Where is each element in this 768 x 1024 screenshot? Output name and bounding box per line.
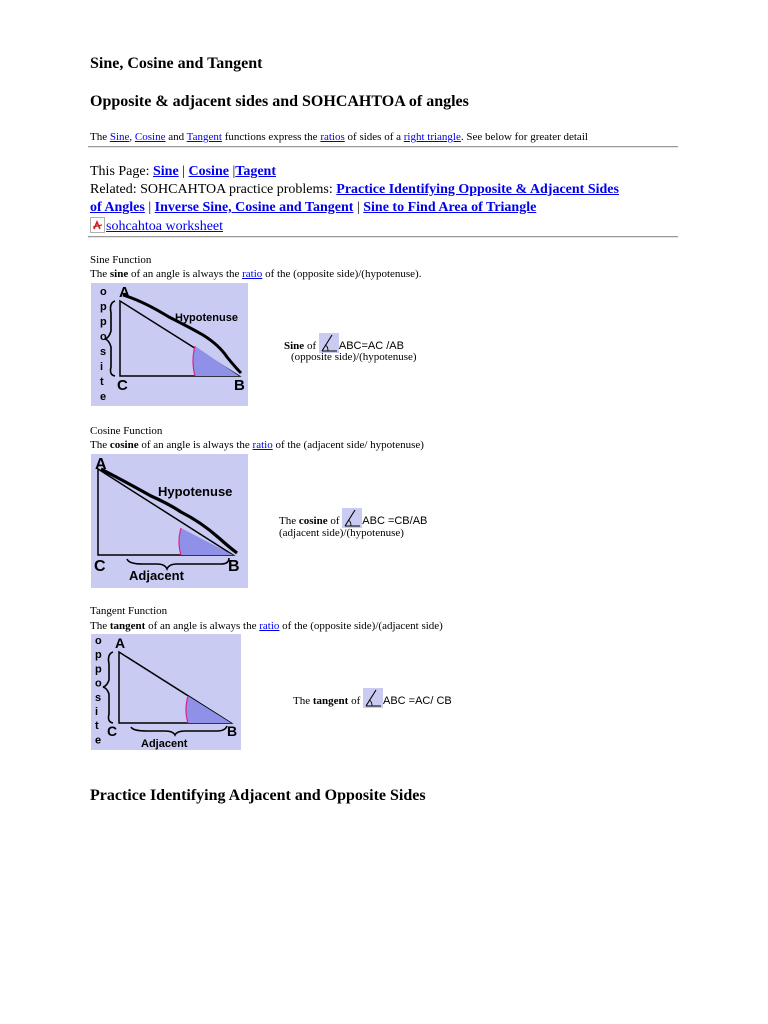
page-title: Sine, Cosine and Tangent — [90, 55, 263, 72]
intro-text: . See below for greater detail — [460, 131, 588, 143]
separator: | — [353, 200, 364, 215]
link-ratio[interactable]: ratio — [252, 439, 273, 451]
vertex-b-label: B — [228, 558, 240, 575]
formula-value: ABC =AC/ CB — [382, 695, 452, 707]
sine-formula — [284, 333, 404, 353]
opposite-letter: p — [100, 316, 107, 328]
opposite-letter: o — [95, 677, 102, 690]
intro-text: The — [90, 131, 110, 143]
related-line-2 — [90, 199, 690, 217]
angle-icon — [319, 333, 339, 353]
opposite-letter: o — [100, 286, 107, 298]
desc-text: of an angle is always the — [128, 268, 243, 280]
tangent-description — [90, 620, 443, 632]
practice-heading: Practice Identifying Adjacent and Opposite Sides — [90, 787, 426, 804]
nav-link-cosine[interactable]: Cosine — [188, 164, 229, 179]
formula-text: of — [304, 340, 319, 352]
desc-text: of an angle is always the — [138, 439, 253, 451]
opposite-letter: p — [95, 649, 102, 662]
tangent-heading: Tangent Function — [90, 605, 168, 617]
vertex-a-label: A — [119, 284, 130, 301]
formula-bold: tangent — [312, 695, 349, 707]
formula-bold: Sine — [284, 340, 305, 352]
cosine-formula-desc: (adjacent side)/(hypotenuse) — [279, 527, 404, 539]
intro-text: , — [129, 131, 135, 143]
vertex-c-label: C — [117, 377, 128, 394]
link-right-triangle[interactable]: right triangle — [403, 131, 461, 143]
desc-bold: cosine — [109, 439, 139, 451]
opposite-letter: o — [95, 635, 102, 647]
sine-triangle-image — [91, 283, 248, 406]
cosine-formula — [279, 508, 427, 528]
separator: | — [178, 164, 189, 179]
related-line — [90, 181, 690, 199]
hypotenuse-label: Hypotenuse — [158, 484, 233, 499]
nav-link-tangent[interactable]: Tagent — [235, 164, 276, 179]
vertex-b-label: B — [234, 377, 245, 394]
formula-text: of — [327, 515, 343, 527]
link-ratio[interactable]: ratio — [242, 268, 263, 280]
separator: | — [144, 200, 155, 215]
cosine-description — [90, 439, 424, 451]
opposite-letter: s — [95, 691, 102, 704]
formula-text: of — [348, 695, 363, 707]
opposite-letter: e — [100, 391, 107, 403]
worksheet-link[interactable]: sohcahtoa worksheet — [106, 219, 224, 234]
page-subtitle: Opposite & adjacent sides and SOHCAHTOA of angles — [90, 93, 469, 110]
angle-icon — [363, 688, 383, 708]
link-tangent[interactable]: Tangent — [186, 131, 222, 143]
desc-text: of the (opposite side)/(adjacent side) — [279, 620, 443, 632]
desc-bold: tangent — [109, 620, 146, 632]
opposite-letter: t — [100, 376, 104, 388]
sine-heading: Sine Function — [90, 254, 152, 266]
nav-link-sine[interactable]: Sine — [153, 164, 179, 179]
desc-bold: sine — [109, 268, 129, 280]
hypotenuse-label: Hypotenuse — [175, 312, 238, 324]
sine-formula-desc: (opposite side)/(hypotenuse) — [291, 351, 417, 363]
desc-text: of an angle is always the — [145, 620, 260, 632]
opposite-letter: t — [95, 720, 99, 733]
link-cosine[interactable]: Cosine — [134, 131, 166, 143]
tangent-diagram — [91, 634, 241, 750]
opposite-letter: p — [95, 663, 102, 676]
divider — [88, 236, 678, 238]
desc-text: The — [90, 439, 110, 451]
link-ratios[interactable]: ratios — [320, 131, 345, 143]
separator: | — [228, 164, 236, 179]
nav-block — [90, 163, 690, 236]
opposite-letter: i — [95, 706, 99, 718]
intro-text: functions express the — [221, 131, 321, 143]
vertex-c-label: C — [107, 723, 118, 739]
intro-paragraph — [90, 131, 588, 143]
opposite-letter: s — [100, 346, 107, 358]
formula-bold: cosine — [298, 515, 328, 527]
tangent-triangle-image — [91, 634, 241, 750]
formula-text: The — [293, 695, 313, 707]
angle-icon — [342, 508, 362, 528]
vertex-c-label: C — [94, 558, 106, 575]
related-link-inverse[interactable]: Inverse Sine, Cosine and Tangent — [154, 200, 354, 215]
this-page-label: This Page: — [90, 164, 153, 179]
opposite-letter: e — [95, 734, 102, 747]
adjacent-label: Adjacent — [129, 568, 184, 583]
link-sine[interactable]: Sine — [109, 131, 130, 143]
sine-description — [90, 268, 421, 280]
cosine-triangle-image — [91, 454, 248, 588]
opposite-letter: i — [100, 361, 104, 373]
desc-text: of the (adjacent side/ hypotenuse) — [272, 439, 424, 451]
desc-text: of the (opposite side)/(hypotenuse). — [262, 268, 422, 280]
related-link-area[interactable]: Sine to Find Area of Triangle — [363, 200, 537, 215]
formula-text: The — [279, 515, 299, 527]
vertex-a-label: A — [95, 456, 107, 473]
opposite-letter: p — [100, 301, 107, 313]
sine-diagram — [91, 283, 248, 406]
intro-text: and — [165, 131, 187, 143]
related-label: Related: SOHCAHTOA practice problems: — [90, 182, 337, 197]
related-link-practice-cont[interactable]: of Angles — [90, 200, 145, 215]
link-ratio[interactable]: ratio — [259, 620, 280, 632]
vertex-a-label: A — [115, 635, 126, 651]
desc-text: The — [90, 268, 110, 280]
formula-value: ABC =CB/AB — [362, 515, 428, 527]
cosine-heading: Cosine Function — [90, 425, 163, 437]
formula-value: ABC=AC /AB — [338, 340, 404, 352]
desc-text: The — [90, 620, 110, 632]
tangent-formula — [293, 688, 452, 708]
vertex-b-label: B — [227, 723, 238, 739]
divider — [88, 146, 678, 148]
worksheet-line — [90, 217, 690, 236]
this-page-line — [90, 163, 690, 181]
pdf-icon[interactable] — [90, 217, 105, 233]
opposite-letter: o — [100, 331, 107, 343]
adjacent-label: Adjacent — [141, 738, 188, 750]
cosine-diagram — [91, 454, 248, 588]
related-link-practice[interactable]: Practice Identifying Opposite & Adjacent Sides — [336, 182, 619, 197]
intro-text: of sides of a — [344, 131, 404, 143]
